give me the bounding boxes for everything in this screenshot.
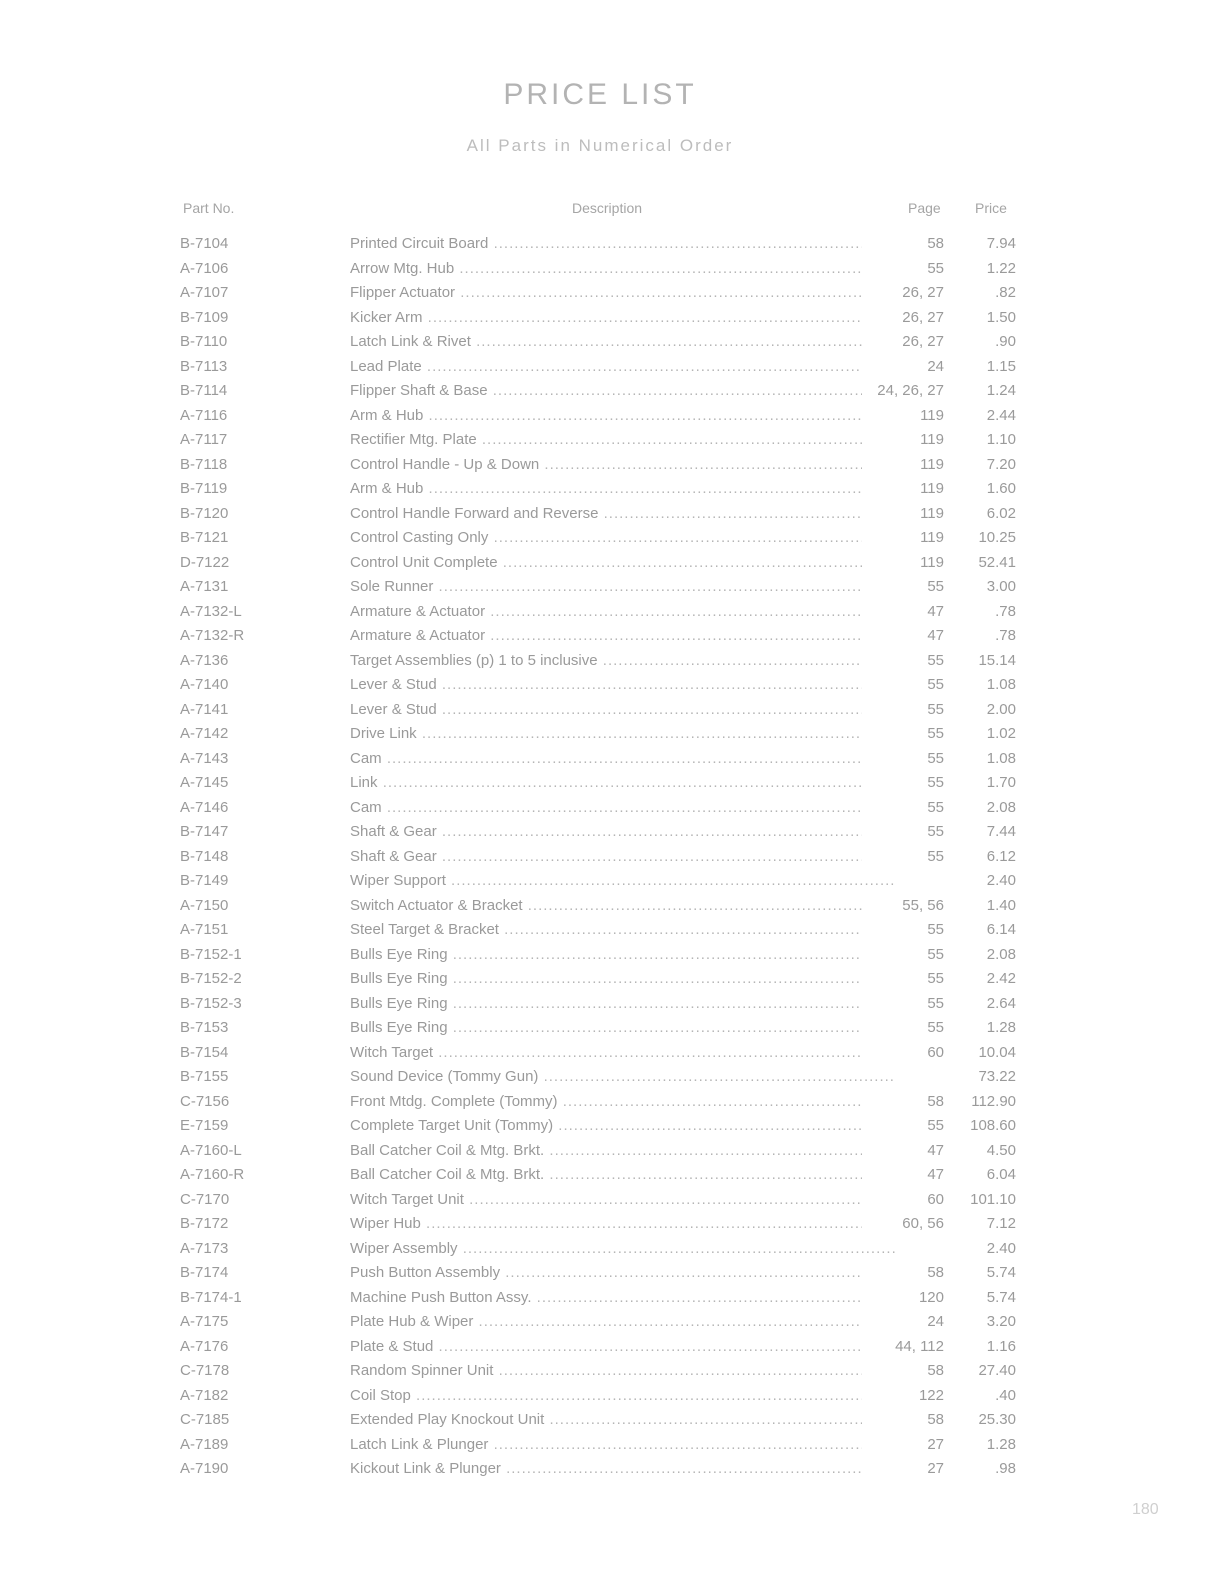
page-ref: 26, 27 [862,306,944,331]
description: Witch Target Unit ..... [350,1188,896,1213]
page-ref: 55 [862,918,944,943]
price: .40 [995,1386,1016,1404]
price: 6.02 [986,504,1016,522]
description: Extended Play Knockout Unit ..... [350,1408,896,1433]
part-number: A-7160-R [180,1166,245,1183]
description: Witch Target ..... [350,1041,896,1066]
part-number: A-7142 [180,725,229,742]
table-row [0,1016,1230,1041]
part-number: A-7141 [180,700,229,718]
table-row [0,649,1230,674]
price: 112.90 [971,1092,1016,1110]
price: 73.22 [978,1068,1016,1085]
part-number: B-7118 [180,455,228,473]
part-number: A-7189 [180,1435,229,1453]
part-number: E-7159 [180,1117,229,1134]
page-ref: 24 [862,355,944,380]
price: 2.44 [986,406,1016,424]
page-ref: 120 [862,1286,944,1311]
page-ref: 60, 56 [862,1212,944,1237]
part-number: A-7116 [180,406,228,424]
description: Machine Push Button Assy. ..... [350,1286,896,1311]
part-number: B-7110 [180,333,228,350]
price: 1.16 [986,1337,1016,1355]
page-ref: 27 [862,1457,944,1482]
description: Lead Plate ..... [350,355,896,380]
table-row [0,600,1230,625]
description: Plate Hub & Wiper ..... [350,1310,896,1335]
table-row [0,453,1230,478]
page-ref: 27 [862,1433,944,1458]
table-row [0,820,1230,845]
table-row [0,918,1230,943]
table-row [0,1310,1230,1335]
page-ref: 55 [862,1016,944,1041]
page-ref: 47 [862,600,944,625]
price: 7.12 [986,1215,1016,1232]
table-row [0,232,1230,257]
page-number: 180 [1132,1501,1159,1518]
price: 2.08 [986,945,1016,963]
description: Latch Link & Rivet ..... [350,330,896,355]
description: Link ..... [350,771,896,796]
description: Control Casting Only ..... [350,526,896,551]
price: 27.40 [978,1362,1016,1379]
table-row [0,869,1230,894]
price: .78 [995,627,1016,644]
price: 10.04 [978,1043,1016,1061]
description: Bulls Eye Ring ..... [350,992,896,1017]
description: Lever & Stud ..... [350,673,896,698]
price: 2.08 [986,798,1016,816]
table-row [0,257,1230,282]
description: Control Handle - Up & Down ..... [350,453,896,478]
table-row [0,1065,1230,1090]
part-number: B-7153 [180,1019,229,1036]
price: 1.22 [986,259,1016,277]
price: 3.00 [986,578,1016,595]
price: 1.28 [986,1435,1016,1453]
page-ref: 26, 27 [862,281,944,306]
description: Ball Catcher Coil & Mtg. Brkt. ..... [350,1163,896,1188]
price: 1.02 [986,725,1016,742]
price: 1.40 [986,896,1016,914]
table-row [0,551,1230,576]
part-number: A-7151 [180,921,229,938]
part-number: A-7143 [180,749,229,767]
description: Sole Runner ..... [350,575,896,600]
page-ref: 55 [862,673,944,698]
table-row [0,502,1230,527]
page-ref: 55 [862,722,944,747]
description: Target Assemblies (p) 1 to 5 inclusive ..... [350,649,896,674]
description: Bulls Eye Ring ..... [350,1016,896,1041]
description: Wiper Support ..... [350,869,896,894]
description: Drive Link ..... [350,722,896,747]
description: Complete Target Unit (Tommy) ..... [350,1114,896,1139]
table-row [0,1335,1230,1360]
table-row [0,1188,1230,1213]
description: Rectifier Mtg. Plate ..... [350,428,896,453]
price: 1.15 [986,357,1016,375]
description: Arm & Hub ..... [350,477,896,502]
description: Bulls Eye Ring ..... [350,943,896,968]
part-number: C-7178 [180,1362,230,1379]
page-ref: 119 [862,477,944,502]
part-number: B-7154 [180,1043,229,1061]
table-row [0,428,1230,453]
table-row [0,894,1230,919]
price: 1.28 [986,1019,1016,1036]
description: Armature & Actuator ..... [350,600,896,625]
table-row [0,845,1230,870]
part-number: B-7121 [180,529,229,546]
description: Arm & Hub ..... [350,404,896,429]
page-ref: 58 [862,232,944,257]
table-row [0,1261,1230,1286]
price: 7.44 [986,823,1016,840]
page-ref: 58 [862,1090,944,1115]
price: .90 [995,333,1016,350]
page-ref: 119 [862,404,944,429]
page-ref: 24 [862,1310,944,1335]
description: Cam ..... [350,747,896,772]
table-row [0,1163,1230,1188]
page-ref: 58 [862,1408,944,1433]
table-row [0,771,1230,796]
description: Coil Stop ..... [350,1384,896,1409]
page-ref: 55 [862,698,944,723]
price: 2.40 [986,872,1016,889]
table-row [0,281,1230,306]
table-row [0,698,1230,723]
part-number: A-7117 [180,431,228,448]
price: 2.64 [986,994,1016,1012]
column-header-page: Page [908,200,941,216]
description: Switch Actuator & Bracket ..... [350,894,896,919]
table-row [0,1041,1230,1066]
page-ref: 119 [862,551,944,576]
page-ref: 26, 27 [862,330,944,355]
table-row [0,747,1230,772]
part-number: A-7175 [180,1313,229,1330]
price: 25.30 [978,1411,1016,1428]
table-row [0,1408,1230,1433]
price: 1.08 [986,676,1016,693]
table-row [0,1286,1230,1311]
part-number: A-7150 [180,896,229,914]
table-row [0,992,1230,1017]
part-number: B-7152-3 [180,994,242,1012]
page-ref: 55 [862,1114,944,1139]
page-ref: 119 [862,526,944,551]
price-list-table [0,232,1230,1482]
description: Bulls Eye Ring ..... [350,967,896,992]
price: 7.94 [986,235,1016,252]
part-number: B-7152-2 [180,970,242,987]
page-subtitle: All Parts in Numerical Order [466,136,734,155]
page-ref: 55 [862,771,944,796]
part-number: A-7182 [180,1386,229,1404]
table-row [0,379,1230,404]
table-row [0,306,1230,331]
page-ref: 55, 56 [862,894,944,919]
page-ref: 119 [862,428,944,453]
table-row [0,1114,1230,1139]
part-number: B-7148 [180,847,229,865]
part-number: A-7132-L [180,602,242,620]
table-row [0,943,1230,968]
price: 10.25 [978,529,1016,546]
table-row [0,1212,1230,1237]
page-ref: 55 [862,257,944,282]
page-ref: 55 [862,747,944,772]
part-number: C-7170 [180,1190,230,1208]
price: 2.42 [986,970,1016,987]
table-row [0,796,1230,821]
part-number: A-7136 [180,651,229,669]
part-number: A-7173 [180,1239,229,1257]
part-number: B-7155 [180,1068,229,1085]
description: Control Unit Complete ..... [350,551,896,576]
table-row [0,1457,1230,1482]
page-ref: 122 [862,1384,944,1409]
page-title: PRICE LIST [503,78,697,111]
part-number: B-7114 [180,382,228,399]
page-ref: 55 [862,992,944,1017]
page-ref: 44, 112 [862,1335,944,1360]
part-number: A-7160-L [180,1141,242,1159]
part-number: A-7146 [180,798,229,816]
part-number: B-7172 [180,1215,229,1232]
table-row [0,1359,1230,1384]
page-ref: 60 [862,1041,944,1066]
part-number: A-7145 [180,774,229,791]
page-ref: 55 [862,820,944,845]
part-number: B-7149 [180,872,229,889]
description: Sound Device (Tommy Gun) ..... [350,1065,896,1090]
part-number: B-7152-1 [180,945,242,963]
description: Cam ..... [350,796,896,821]
price: 5.74 [986,1288,1016,1306]
part-number: B-7104 [180,235,229,252]
price: 1.10 [986,431,1016,448]
price: 1.24 [986,382,1016,399]
table-row [0,526,1230,551]
price: 1.08 [986,749,1016,767]
page-ref: 60 [862,1188,944,1213]
table-row [0,673,1230,698]
part-number: A-7190 [180,1460,229,1477]
table-row [0,722,1230,747]
part-number: C-7185 [180,1411,230,1428]
page-ref: 55 [862,649,944,674]
part-number: A-7140 [180,676,229,693]
part-number: B-7119 [180,480,228,497]
table-row [0,1237,1230,1262]
page-ref: 47 [862,1163,944,1188]
column-header-price: Price [975,200,1007,216]
description: Wiper Assembly ..... [350,1237,896,1262]
page-ref: 58 [862,1261,944,1286]
price: 1.50 [986,308,1016,326]
description: Ball Catcher Coil & Mtg. Brkt. ..... [350,1139,896,1164]
table-row [0,404,1230,429]
price: .78 [995,602,1016,620]
description: Push Button Assembly ..... [350,1261,896,1286]
table-row [0,624,1230,649]
table-row [0,1384,1230,1409]
table-row [0,967,1230,992]
part-number: B-7109 [180,308,229,326]
table-row [0,575,1230,600]
description: Wiper Hub ..... [350,1212,896,1237]
description: Steel Target & Bracket ..... [350,918,896,943]
page-ref: 119 [862,453,944,478]
price: .82 [995,284,1016,301]
description: Flipper Shaft & Base ..... [350,379,896,404]
price: 1.70 [986,774,1016,791]
part-number: B-7174 [180,1264,229,1281]
part-number: C-7156 [180,1092,230,1110]
price: 3.20 [986,1313,1016,1330]
description: Kickout Link & Plunger ..... [350,1457,896,1482]
description: Shaft & Gear ..... [350,820,896,845]
description: Control Handle Forward and Reverse ..... [350,502,896,527]
column-header-part: Part No. [183,200,235,216]
description: Shaft & Gear ..... [350,845,896,870]
description: Plate & Stud ..... [350,1335,896,1360]
part-number: B-7147 [180,823,229,840]
price: 4.50 [986,1141,1016,1159]
table-row [0,1139,1230,1164]
table-row [0,1433,1230,1458]
part-number: B-7120 [180,504,229,522]
description: Latch Link & Plunger ..... [350,1433,896,1458]
part-number: A-7106 [180,259,229,277]
part-number: D-7122 [180,553,230,571]
table-row [0,1090,1230,1115]
price: 6.14 [986,921,1016,938]
page-ref: 55 [862,796,944,821]
price: 7.20 [986,455,1016,473]
description: Flipper Actuator ..... [350,281,896,306]
description: Front Mtdg. Complete (Tommy) ..... [350,1090,896,1115]
price: 6.12 [986,847,1016,865]
page-ref: 55 [862,575,944,600]
page-ref: 55 [862,845,944,870]
page-ref: 119 [862,502,944,527]
page-ref: 55 [862,943,944,968]
page-ref: 24, 26, 27 [862,379,944,404]
price: 6.04 [986,1166,1016,1183]
page-ref: 47 [862,624,944,649]
part-number: B-7174-1 [180,1288,242,1306]
part-number: A-7176 [180,1337,229,1355]
price: 101.10 [970,1190,1016,1208]
price: 2.40 [986,1239,1016,1257]
description: Armature & Actuator ..... [350,624,896,649]
description: Kicker Arm ..... [350,306,896,331]
column-header-description: Description [572,200,643,216]
page-ref: 58 [862,1359,944,1384]
part-number: A-7131 [180,578,229,595]
price: .98 [995,1460,1016,1477]
part-number: B-7113 [180,357,228,375]
table-row [0,477,1230,502]
part-number: A-7107 [180,284,229,301]
page-ref: 55 [862,967,944,992]
part-number: A-7132-R [180,627,245,644]
description: Printed Circuit Board ..... [350,232,896,257]
price: 1.60 [986,480,1016,497]
price: 2.00 [986,700,1016,718]
description: Random Spinner Unit ..... [350,1359,896,1384]
page-ref: 47 [862,1139,944,1164]
price: 15.14 [978,651,1016,669]
price: 52.41 [978,553,1016,571]
price: 5.74 [986,1264,1016,1281]
price: 108.60 [970,1117,1016,1134]
description: Arrow Mtg. Hub ..... [350,257,896,282]
description: Lever & Stud ..... [350,698,896,723]
table-row [0,330,1230,355]
table-row [0,355,1230,380]
